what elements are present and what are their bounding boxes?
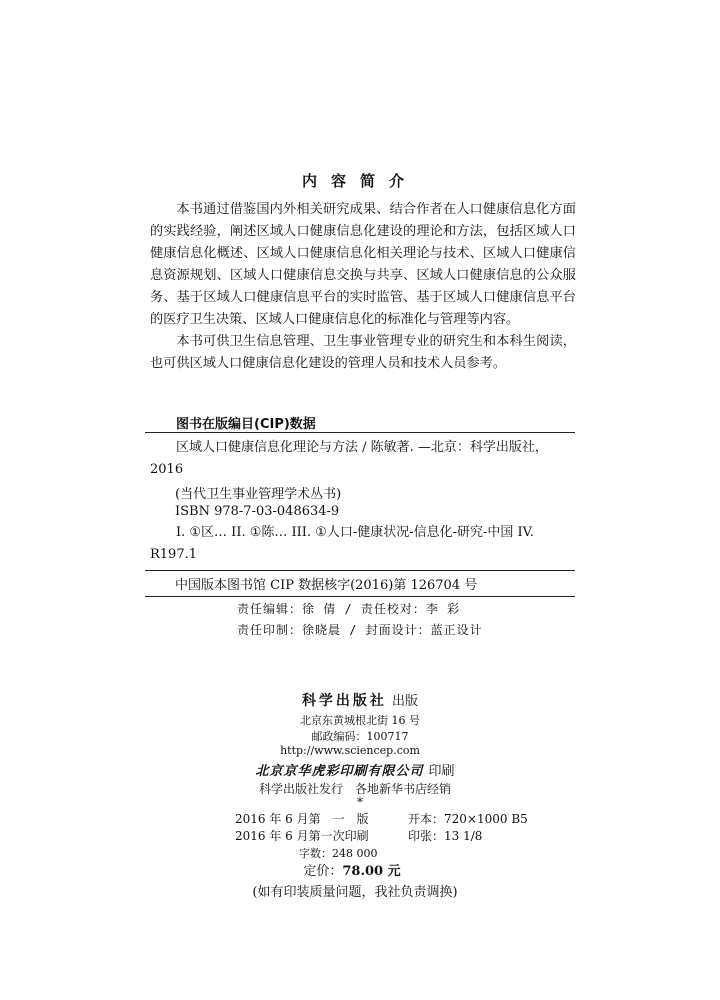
publisher-url: http://www.sciencep.com [280,744,420,757]
publisher-address: 北京东黄城根北街 16 号 [300,714,420,727]
cip-title: 图书在版编目(CIP)数据 [176,417,316,432]
summary-paragraph-2: 本书可供卫生信息管理、卫生事业管理专业的研究生和本科生阅读，也可供区域人口健康信息化建设的管理人员和技术人员参考。 [150,334,576,371]
cip-bottom-rule [145,596,575,597]
printer-line [0,760,715,779]
cip-entry-text: 区域人口健康信息化理论与方法 / 陈敏著. —北京：科学出版社，2016 [150,440,548,477]
edition-info: 2016 年 6 月第 一 版 [235,812,369,826]
printer-name: 北京京华虎彩印刷有限公司 [255,764,424,779]
price-value: 78.00 元 [342,864,401,879]
printing-info: 2016 年 6 月第一次印刷 [235,829,369,843]
publisher-name: 科学出版社 [301,693,387,709]
summary-paragraph-1: 本书通过借鉴国内外相关研究成果、结合作者在人口健康信息化方面的实践经验，阐述区域人口健康信息化建设的理论和方法，包括区域人口健康信息化概述、区域人口健康信息化相关理论与技术、区域人口健康信息资源规划、区域人口健康信息交换与共享、区域人口健康信息的公众服务、基于区域人口健康信息平台的实时监管、基于区域人口健康信息平台的医疗卫生决策、区域人口健康信息化的标准化与管理等内容。 [150,202,576,327]
format-info: 开本：720×1000 B5 [408,812,528,826]
cip-top-rule [145,432,575,433]
staff-production: 责任印制：徐晓晨 / 封面设计：蓝正设计 [237,623,483,637]
cip-classification-text: I. ①区… II. ①陈… III. ①人口-健康状况-信息化-研究-中国 IV. R197.1 [150,525,534,562]
quality-note: (如有印装质量问题，我社负责调换) [252,885,458,900]
word-count: 字数：248 000 [299,847,378,860]
cip-series: (当代卫生事业管理学术丛书) [175,487,342,502]
cip-classification [150,522,570,566]
cip-entry [150,437,570,481]
printer-suffix: 印刷 [428,764,455,779]
summary-body [150,199,576,375]
price-line [0,860,712,879]
publisher-line [0,690,720,710]
sheets-info: 印张：13 1/8 [408,829,483,843]
publisher-postcode: 邮政编码：100717 [311,730,409,743]
summary-title: 内容简介 [301,172,418,190]
cip-middle-rule [145,570,575,571]
cip-record-number: 中国版本图书馆 CIP 数据核字(2016)第 126704 号 [175,578,478,593]
cip-isbn: ISBN 978-7-03-048634-9 [175,504,340,519]
separator-star: * [357,795,363,809]
price-label: 定价： [303,864,343,879]
distribution-line: 科学出版社发行 各地新华书店经销 [258,782,451,796]
publisher-suffix: 出版 [392,694,419,709]
staff-editors: 责任编辑：徐 倩 / 责任校对：李 彩 [237,602,461,616]
